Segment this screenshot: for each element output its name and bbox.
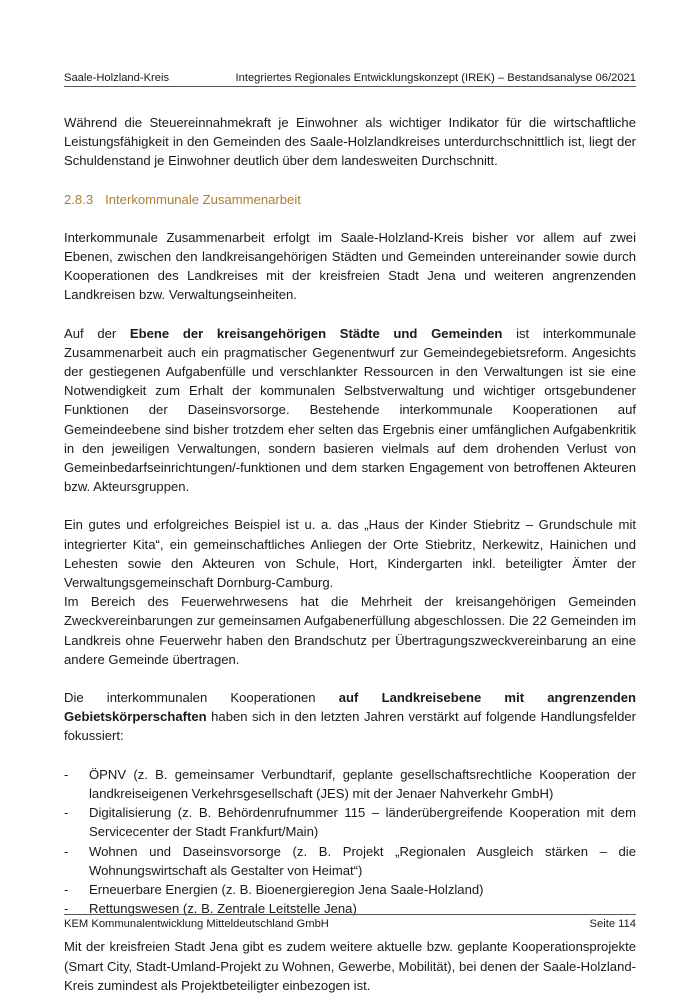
paragraph-5-post: haben sich in den letzten Jahren verstärkt auf folgende Handlungsfelder fokussiert: bbox=[64, 709, 636, 744]
paragraph-5-bold: auf Landkreisebene mit angrenzenden Gebietskörperschaften bbox=[64, 690, 636, 725]
paragraph-6: Mit der kreisfreien Stadt Jena gibt es zudem weitere aktuelle bzw. geplante Kooperationsprojekte (Smart City, Stadt-Umland-Projekt zu Wohnen, Gewerbe, Mobilität), bei denen der Saale-Holzland-Kreis zumindest als Projektbeteiligter einbezogen ist. bbox=[64, 939, 636, 993]
paragraph-5-pre: Die interkommunalen Kooperationen bbox=[64, 690, 339, 706]
page-number: Seite 114 bbox=[589, 918, 636, 930]
section-heading bbox=[64, 190, 636, 209]
paragraph-3: Ein gutes und erfolgreiches Beispiel ist u. a. das „Haus der Kinder Stiebritz – Grundschule mit integrierter Kita“, ein gemeinschaftliches Anliegen der Orte Stiebritz, Nerkewitz, Hainichen und Lehesten sowie den Akteuren von Schule, Hort, Kindergarten inkl. beteiligter Ämter der Verwaltungsgemeinschaft Dornburg-Camburg. bbox=[64, 517, 636, 591]
list-item-text: ÖPNV (z. B. gemeinsamer Verbundtarif, geplante gesellschaftsrechtliche Kooperation der landkreiseigenen Verkehrsgesellschaft (JES) mit der Jenaer Nahverkehr GmbH) bbox=[89, 766, 636, 801]
document-body bbox=[64, 113, 636, 995]
action-fields-list bbox=[64, 765, 636, 919]
page-footer bbox=[64, 914, 636, 930]
paragraph-2 bbox=[64, 324, 636, 497]
paragraph-2-bold: Ebene der kreisangehörigen Städte und Gemeinden bbox=[129, 325, 503, 341]
list-bullet: - bbox=[64, 805, 69, 821]
footer-left: KEM Kommunalentwicklung Mitteldeutschland GmbH bbox=[64, 918, 329, 930]
list-item bbox=[64, 765, 636, 803]
section-number: 2.8.3 bbox=[64, 191, 94, 207]
list-bullet: - bbox=[64, 766, 69, 782]
list-item bbox=[64, 803, 636, 841]
header-left: Saale-Holzland-Kreis bbox=[64, 72, 170, 84]
intro-paragraph: Während die Steuereinnahmekraft je Einwohner als wichtiger Indikator für die wirtschaftliche Leistungsfähigkeit in den Gemeinden des Saale-Holzlandkreises unterdurchschnittlich ist, liegt der Schuldenstand je Einwohner deutlich über dem landesweiten Durchschnitt. bbox=[64, 115, 636, 169]
header-right: Integriertes Regionales Entwicklungskonzept (IREK) – Bestandsanalyse 06/2021 bbox=[235, 72, 636, 84]
list-item-text: Wohnen und Daseinsvorsorge (z. B. Projekt „Regionalen Ausgleich stärken – die Wohnungswirtschaft als Gestalter von Heimat“) bbox=[89, 843, 636, 878]
list-item-text: Erneuerbare Energien (z. B. Bioenergieregion Jena Saale-Holzland) bbox=[89, 881, 484, 897]
paragraph-4: Im Bereich des Feuerwehrwesens hat die Mehrheit der kreisangehörigen Gemeinden Zweckvereinbarungen zur gemeinsamen Aufgabenerfüllung abgeschlossen. Die 22 Gemeinden im Landkreis ohne Feuerwehr haben den Brandschutz per Übertragungszweckvereinbarung an eine andere Gemeinde übertragen. bbox=[64, 594, 636, 667]
page-header bbox=[64, 66, 636, 87]
list-bullet: - bbox=[64, 901, 69, 917]
list-item-text: Rettungswesen (z. B. Zentrale Leitstelle Jena) bbox=[89, 901, 357, 917]
list-bullet: - bbox=[64, 843, 69, 859]
list-item bbox=[64, 880, 636, 899]
paragraph-5 bbox=[64, 688, 636, 746]
paragraph-1: Interkommunale Zusammenarbeit erfolgt im Saale-Holzland-Kreis bisher vor allem auf zwei Ebenen, zwischen den landkreisangehörigen Städten und Gemeinden untereinander sowie durch Kooperationen des Landkreises mit der kreisfreien Stadt Jena und weiteren angrenzenden Landkreisen bzw. Verwaltungseinheiten. bbox=[64, 229, 636, 303]
list-item-text: Digitalisierung (z. B. Behördenrufnummer 115 – länderübergreifende Kooperation mit dem Servicecenter der Stadt Frankfurt/Main) bbox=[89, 805, 636, 840]
list-item bbox=[64, 842, 636, 880]
paragraph-2-pre: Auf der bbox=[64, 325, 130, 341]
paragraph-2-post: ist interkommunale Zusammenarbeit auch ein pragmatischer Gegenentwurf zur Gemeindegebietsreform. Angesichts der gestiegenen Aufgabenfülle und verschlankter Ressourcen in den Verwaltungen ist sie eine Notwendigkeit zum Erhalt der kommunalen Selbstverwaltung und wichtiger ortsgebundener Funktionen der Daseinsvorsorge. Bestehende interkommunale Kooperationen auf Gemeindeebene sind bisher trotzdem eher selten das Ergebnis einer umfänglichen Aufgabenkritik in den jeweiligen Verwaltungen, sondern basieren vielmals auf dem drohenden Verlust von Gemeinbedarfseinrichtungen/-funktionen und dem starken Engagement von betroffenen Akteuren bzw. Akteursgruppen. bbox=[64, 325, 636, 495]
section-title: Interkommunale Zusammenarbeit bbox=[105, 191, 301, 207]
list-bullet: - bbox=[64, 881, 69, 897]
